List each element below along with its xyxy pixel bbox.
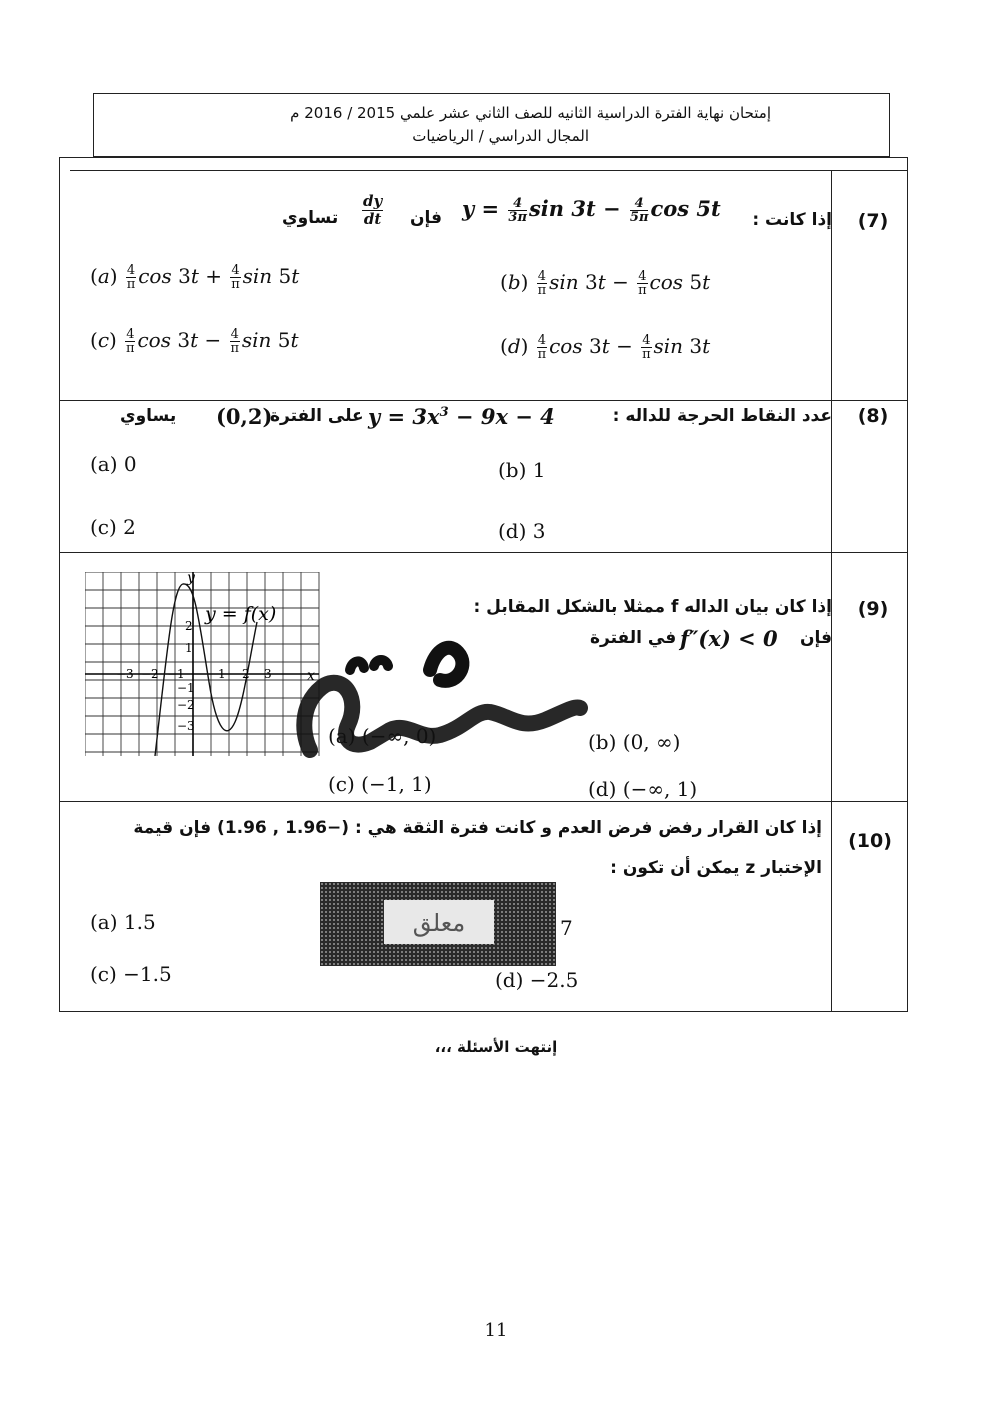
function-graph [85, 572, 321, 756]
question-10-line2: الإختبار z يمكن أن تكون : [610, 858, 822, 878]
page-number: 11 [484, 1320, 508, 1341]
question-10-option-a: (a) 1.5 [90, 910, 156, 934]
question-10-number: (10) [848, 830, 892, 852]
question-9-option-a: (a) (−∞, 0) [328, 724, 437, 748]
question-10-option-d: (d) −2.5 [495, 968, 579, 992]
question-7-option-c: (c) $\frac{4}{\pi}$ cos 3t − $\frac{4}{\pi}$ sin 5t [90, 327, 299, 356]
question-8-interval-text: على الفترة [270, 406, 364, 426]
question-8-equation: $y = 3x^3 - 9x - 4$ [368, 404, 555, 429]
question-8-interval: (0,2) [216, 404, 273, 429]
graph-x-label: x [307, 668, 315, 684]
question-9-option-d: (d) (−∞, 1) [588, 777, 698, 801]
graph-tick-y: 2 [185, 619, 193, 633]
question-8-equals: يساوي [120, 406, 177, 426]
question-7-if: إذا كانت : [752, 210, 832, 230]
question-7-option-a: (a) $\frac{4}{\pi}$ cos 3t + $\frac{4}{\pi}$ sin 5t [90, 263, 300, 292]
end-text: إنتهت الأسئلة ،،، [434, 1038, 558, 1056]
graph-tick-x: 2 [242, 667, 250, 681]
graph-tick-y: −3 [177, 719, 195, 733]
header-title: إمتحان نهاية الفترة الدراسية الثانيه للصف الثاني عشر علمي 2015 / 2016 م [290, 104, 771, 122]
question-7-option-b: (b) $\frac{4}{\pi}$ sin 3t − $\frac{4}{\pi}$ cos 5t [500, 269, 711, 298]
exam-header [93, 93, 890, 157]
graph-function-label: y = f(x) [205, 603, 277, 625]
suspended-stamp-handwritten [290, 630, 590, 770]
question-7-derivative: $\frac{dy}{dt}$ [363, 192, 383, 228]
question-8-option-a: (a) 0 [90, 452, 137, 476]
question-8-number: (8) [857, 405, 889, 427]
question-8-option-c: (c) 2 [90, 515, 136, 539]
graph-grid [85, 572, 319, 756]
question-10-line1: إذا كان القرار رفض فرض العدم و كانت فترة الثقة هي : (−1.96 , 1.96) فإن قيمة [133, 818, 822, 838]
graph-tick-y: −2 [177, 698, 195, 712]
stamp-label: معلق [412, 909, 466, 937]
row-divider-7-8 [59, 400, 908, 401]
question-10-option-b-visible: 7 [560, 916, 573, 940]
question-7-number: (7) [857, 210, 889, 232]
question-10-option-c: (c) −1.5 [90, 962, 172, 986]
row-divider-9-10 [59, 801, 908, 802]
graph-tick-x: −1 [167, 667, 185, 681]
question-9-number: (9) [857, 598, 889, 620]
question-9-option-b: (b) (0, ∞) [588, 730, 681, 754]
question-7-option-d: (d) $\frac{4}{\pi}$ cos 3t − $\frac{4}{\pi}$ sin 3t [500, 333, 711, 362]
question-9-line1: إذا كان بيان الداله f ممثلا بالشكل المقابل : [473, 597, 832, 617]
question-9-line2-math: f″(x) < 0 [680, 626, 778, 651]
graph-y-label: y [187, 572, 195, 586]
graph-tick-x: −3 [116, 667, 134, 681]
question-7-equals: تساوي [282, 208, 339, 228]
graph-tick-y: 1 [185, 641, 193, 655]
question-9-option-c: (c) (−1, 1) [328, 772, 432, 796]
question-8-prompt: عدد النقاط الحرجة للداله : [612, 406, 832, 426]
question-7-then: فإن [410, 208, 443, 228]
question-8-option-b: (b) 1 [498, 458, 546, 482]
graph-tick-y: −1 [177, 681, 195, 695]
graph-tick-x: 1 [218, 667, 226, 681]
graph-tick-x: −2 [141, 667, 159, 681]
header-subject: المجال الدراسي / الرياضيات [412, 127, 589, 145]
question-7-equation: y = $\frac{4}{3\pi}$ sin 3t − $\frac{4}{5\pi}$ cos 5t [462, 196, 721, 225]
number-column-divider [831, 170, 832, 1012]
row-divider-8-9 [59, 552, 908, 553]
question-9-line2-suffix: في الفترة [590, 628, 677, 648]
table-top-border [70, 170, 908, 171]
suspended-stamp-box [320, 882, 556, 966]
end-of-questions [0, 1038, 992, 1056]
question-8-option-d: (d) 3 [498, 519, 546, 543]
graph-tick-x: 3 [264, 667, 272, 681]
question-9-line2-prefix: فإن [799, 628, 832, 648]
